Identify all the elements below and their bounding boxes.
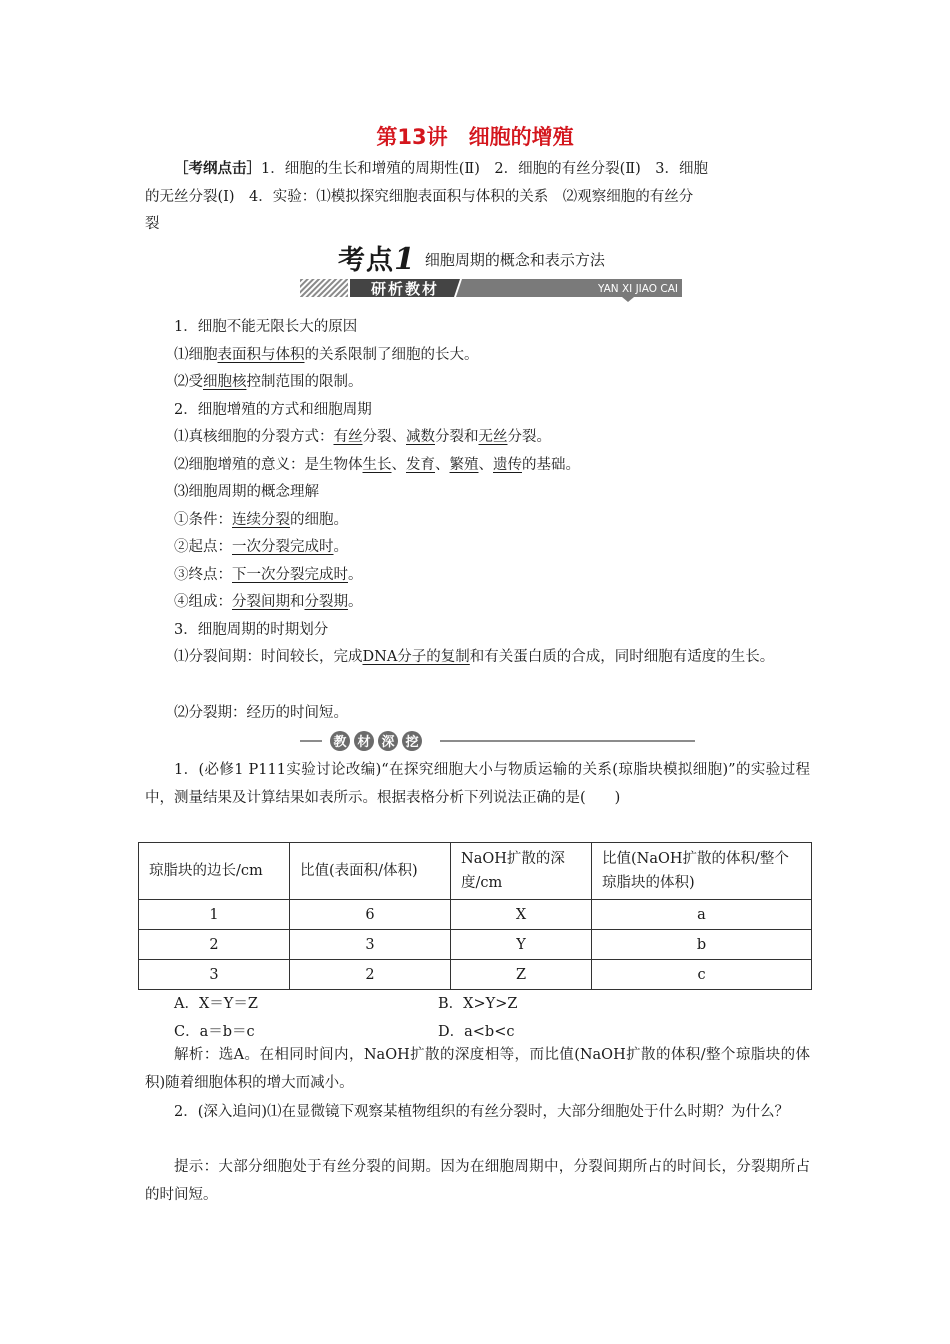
section-3b: ⑵分裂期：经历的时间短。 [174, 705, 348, 721]
t: 分裂和 [435, 429, 479, 445]
table-cell: c [592, 960, 812, 990]
banner-label: 研析教材 [370, 280, 440, 298]
banner-pinyin: YAN XI JIAO CAI [597, 283, 678, 295]
t: 的基础。 [522, 457, 580, 473]
table-cell: Z [451, 960, 592, 990]
table-header-cell: NaOH扩散的深度/cm [451, 843, 592, 900]
blank-answer: 连续分裂 [232, 512, 290, 528]
outline-line-1 [174, 159, 708, 179]
t: 、 [435, 457, 450, 473]
blank-answer: 无丝 [478, 429, 508, 445]
blank-answer: 分裂期 [304, 594, 348, 610]
outline-text-1: 1．细胞的生长和增殖的周期性(Ⅱ) 2．细胞的有丝分裂(Ⅱ) 3．细胞 [261, 161, 709, 177]
table-cell: Y [451, 930, 592, 960]
cycle-start [174, 537, 348, 557]
blank-answer: 表面积与体积 [217, 347, 305, 363]
blank-answer: 生长 [362, 457, 392, 473]
blank-answer: 发育 [406, 457, 435, 473]
cycle-composition [174, 592, 363, 612]
kaodian-subtitle: 细胞周期的概念和表示方法 [424, 251, 605, 269]
divider-char: 教 [333, 735, 347, 750]
table-cell: 3 [290, 930, 451, 960]
t: ④组成： [174, 594, 232, 610]
kaodian-heading [338, 238, 605, 277]
table-cell: a [592, 900, 812, 930]
t: 的细胞。 [290, 512, 348, 528]
t: ⑴真核细胞的分裂方式： [174, 429, 334, 445]
section-2c: ⑶细胞周期的概念理解 [174, 484, 319, 500]
table-header-cell: 比值(表面积/体积) [290, 843, 451, 900]
blank-answer: 细胞核 [203, 374, 247, 390]
t: 、 [478, 457, 493, 473]
question-1-analysis: 解析：选A。在相同时间内，NaOH扩散的深度相等，而比值(NaOH扩散的体积/整个琼脂块的体积)随着细胞体积的增大而减小。 [145, 1047, 810, 1091]
t: 和有关蛋白质的合成，同时细胞有适度的生长。 [469, 649, 775, 665]
t: ⑵细胞增殖的意义：是生物体 [174, 457, 363, 473]
section-1: 1．细胞不能无限长大的原因 [174, 319, 358, 335]
t: 和 [290, 594, 305, 610]
banner-arrow-icon [622, 297, 634, 302]
t: ①条件： [174, 512, 232, 528]
option-c: C．a＝b＝c [174, 1024, 255, 1040]
divider-char: 深 [381, 735, 395, 750]
table-cell: 6 [290, 900, 451, 930]
blank-answer: 分裂间期 [232, 594, 290, 610]
table-header-row [139, 843, 812, 900]
section-3: 3．细胞周期的时期划分 [174, 622, 329, 638]
table-row [139, 930, 812, 960]
t: ⑴细胞 [174, 347, 218, 363]
outline-line-3: 裂 [145, 216, 160, 232]
option-b: B．X>Y>Z [438, 996, 518, 1012]
blank-answer: DNA分子的复制 [362, 649, 470, 665]
experiment-table [138, 842, 812, 990]
lecture-title: 第13讲 细胞的增殖 [376, 125, 574, 149]
section-2a [174, 427, 551, 447]
t: 。 [333, 539, 348, 555]
t: 、 [391, 457, 406, 473]
blank-answer: 繁殖 [449, 457, 479, 473]
t: 分裂。 [507, 429, 551, 445]
question-1-stem: 1．(必修1 P111实验讨论改编)“在探究细胞大小与物质运输的关系(琼脂块模拟细胞)”的实验过程中，测量结果及计算结果如表所示。根据表格分析下列说法正确的是( ) [145, 762, 810, 806]
t: ⑵受 [174, 374, 203, 390]
outline-line-2: 的无丝分裂(Ⅰ) 4．实验：⑴模拟探究细胞表面积与体积的关系 ⑵观察细胞的有丝分 [145, 189, 694, 205]
table-cell: 3 [139, 960, 290, 990]
divider-char: 挖 [405, 735, 419, 750]
table-row [139, 900, 812, 930]
kaodian-number: 1 [394, 242, 415, 277]
t: ③终点： [174, 567, 232, 583]
kaodian-word: 考点 [338, 245, 394, 276]
table-cell: X [451, 900, 592, 930]
table-header-cell: 比值(NaOH扩散的体积/整个琼脂块的体积) [592, 843, 812, 900]
table-cell: 2 [290, 960, 451, 990]
section-1a [174, 345, 479, 365]
table-cell: 2 [139, 930, 290, 960]
blank-answer: 有丝 [333, 429, 363, 445]
outline-label: ［考纲点击］ [174, 161, 261, 177]
option-d: D．a<b<c [438, 1024, 515, 1040]
t: 控制范围的限制。 [246, 374, 363, 390]
t: 。 [348, 594, 363, 610]
t: ②起点： [174, 539, 232, 555]
cycle-end [174, 565, 363, 585]
t: 的关系限制了细胞的长大。 [304, 347, 479, 363]
section-2b [174, 455, 580, 475]
cycle-condition [174, 510, 348, 530]
section-2: 2．细胞增殖的方式和细胞周期 [174, 402, 372, 418]
yanxi-jiaocai-banner [300, 274, 682, 302]
blank-answer: 下一次分裂完成时 [232, 567, 348, 583]
table-cell: b [592, 930, 812, 960]
t: 。 [348, 567, 363, 583]
table-cell: 1 [139, 900, 290, 930]
jiaocai-shenwa-divider [300, 730, 695, 752]
table-header-cell: 琼脂块的边长/cm [139, 843, 290, 900]
option-a: A．X＝Y＝Z [174, 996, 258, 1012]
section-3a [145, 643, 810, 671]
divider-char: 材 [357, 735, 371, 750]
banner-hatch-left [300, 279, 348, 297]
question-2-hint: 提示：大部分细胞处于有丝分裂的间期。因为在细胞周期中，分裂间期所占的时间长，分裂期所占的时间短。 [145, 1159, 810, 1203]
blank-answer: 减数 [406, 429, 435, 445]
blank-answer: 一次分裂完成时 [232, 539, 334, 555]
question-2-stem: 2．(深入追问)⑴在显微镜下观察某植物组织的有丝分裂时，大部分细胞处于什么时期？为什么？ [174, 1104, 790, 1120]
t: ⑴分裂间期：时间较长，完成 [174, 649, 363, 665]
section-1b [174, 372, 363, 392]
t: 分裂、 [362, 429, 406, 445]
blank-answer: 遗传 [493, 457, 522, 473]
table-row [139, 960, 812, 990]
